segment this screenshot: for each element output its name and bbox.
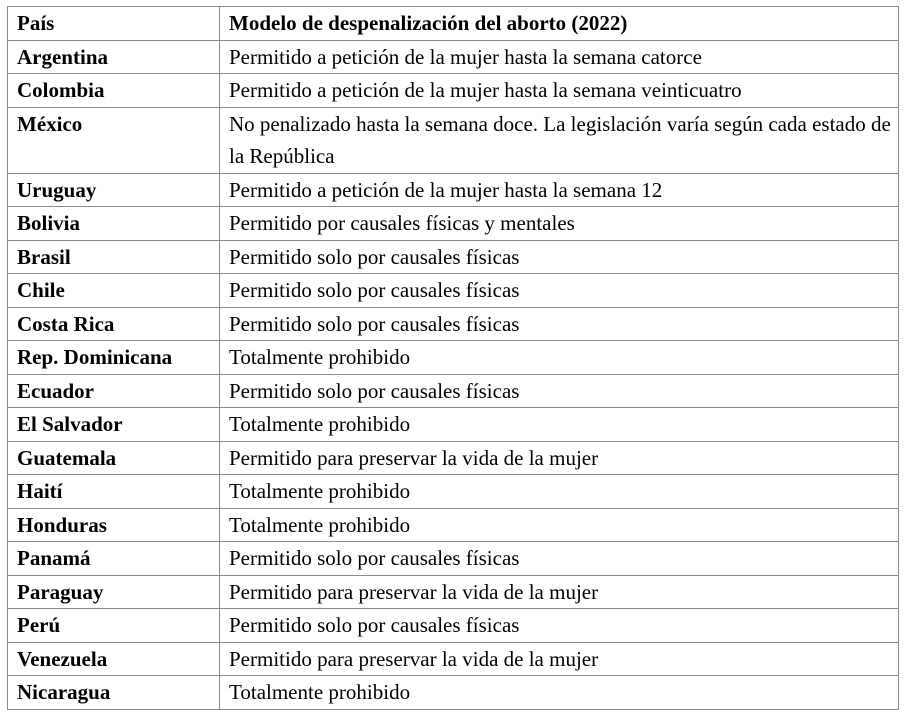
model-cell: Permitido a petición de la mujer hasta la semana 12	[220, 173, 899, 207]
table-row	[8, 676, 899, 710]
table-row	[8, 307, 899, 341]
table-row	[8, 74, 899, 108]
table-row	[8, 475, 899, 509]
table-row	[8, 609, 899, 643]
model-cell: Permitido solo por causales físicas	[220, 609, 899, 643]
country-cell: Brasil	[8, 240, 220, 274]
model-cell: Permitido solo por causales físicas	[220, 240, 899, 274]
model-cell: No penalizado hasta la semana doce. La legislación varía según cada estado de la República	[220, 107, 899, 173]
model-cell: Totalmente prohibido	[220, 508, 899, 542]
table-row	[8, 107, 899, 173]
country-cell: Paraguay	[8, 575, 220, 609]
header-country: País	[8, 7, 220, 41]
country-cell: Rep. Dominicana	[8, 341, 220, 375]
model-cell: Permitido a petición de la mujer hasta la semana veinticuatro	[220, 74, 899, 108]
table-row	[8, 40, 899, 74]
table-row	[8, 240, 899, 274]
header-model: Modelo de despenalización del aborto (2022)	[220, 7, 899, 41]
header-row	[8, 7, 899, 41]
model-cell: Permitido para preservar la vida de la mujer	[220, 642, 899, 676]
model-cell: Permitido por causales físicas y mentales	[220, 207, 899, 241]
country-cell: Haití	[8, 475, 220, 509]
model-cell: Permitido a petición de la mujer hasta la semana catorce	[220, 40, 899, 74]
country-cell: Ecuador	[8, 374, 220, 408]
country-cell: Bolivia	[8, 207, 220, 241]
model-cell: Permitido solo por causales físicas	[220, 542, 899, 576]
country-cell: Venezuela	[8, 642, 220, 676]
model-cell: Permitido solo por causales físicas	[220, 307, 899, 341]
abortion-law-table	[7, 6, 899, 710]
table-row	[8, 341, 899, 375]
country-cell: Colombia	[8, 74, 220, 108]
country-cell: México	[8, 107, 220, 173]
table-row	[8, 642, 899, 676]
table-row	[8, 542, 899, 576]
table-row	[8, 274, 899, 308]
model-cell: Totalmente prohibido	[220, 475, 899, 509]
table-row	[8, 408, 899, 442]
country-cell: El Salvador	[8, 408, 220, 442]
model-cell: Permitido solo por causales físicas	[220, 274, 899, 308]
country-cell: Costa Rica	[8, 307, 220, 341]
country-cell: Argentina	[8, 40, 220, 74]
country-cell: Panamá	[8, 542, 220, 576]
model-cell: Totalmente prohibido	[220, 408, 899, 442]
model-cell: Totalmente prohibido	[220, 676, 899, 710]
country-cell: Nicaragua	[8, 676, 220, 710]
model-cell: Permitido solo por causales físicas	[220, 374, 899, 408]
model-cell: Totalmente prohibido	[220, 341, 899, 375]
table-row	[8, 207, 899, 241]
table-row	[8, 374, 899, 408]
table-row	[8, 575, 899, 609]
country-cell: Uruguay	[8, 173, 220, 207]
table-row	[8, 441, 899, 475]
country-cell: Guatemala	[8, 441, 220, 475]
model-cell: Permitido para preservar la vida de la mujer	[220, 441, 899, 475]
table-row	[8, 508, 899, 542]
model-cell: Permitido para preservar la vida de la mujer	[220, 575, 899, 609]
table-row	[8, 173, 899, 207]
country-cell: Perú	[8, 609, 220, 643]
country-cell: Chile	[8, 274, 220, 308]
country-cell: Honduras	[8, 508, 220, 542]
